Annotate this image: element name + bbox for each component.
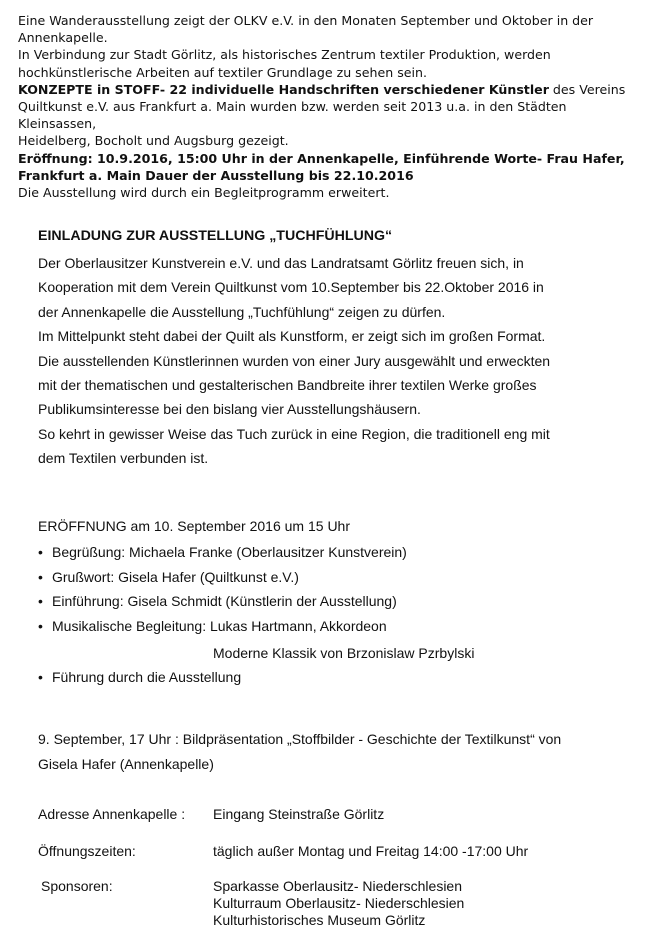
bullet-icon: • (38, 593, 43, 609)
presentation-line: Gisela Hafer (Annenkapelle) (38, 755, 214, 772)
invitation-line: mit der thematischen und gestalterischen Bandbreite ihrer textilen Werke großes (38, 377, 537, 394)
address-label: Adresse Annenkapelle : (38, 806, 186, 822)
intro-line: Die Ausstellung wird durch ein Begleitprogramm erweitert. (18, 185, 390, 201)
bullet-icon: • (38, 669, 43, 685)
list-item (38, 665, 638, 690)
sponsor-name: Kulturhistorisches Museum Görlitz (213, 911, 426, 928)
bullet-icon: • (38, 617, 43, 634)
list-item-text: Musikalische Begleitung: Lukas Hartmann, Akkordeon (52, 617, 387, 634)
bullet-icon: • (38, 568, 43, 585)
address-value: Eingang Steinstraße Görlitz (213, 806, 385, 822)
invitation-line: Im Mittelpunkt steht dabei der Quilt als Kunstform, er zeigt sich im großen Format. (38, 328, 546, 345)
opening-program-list (38, 540, 638, 690)
opening-heading: ERÖFFNUNG am 10. September 2016 um 15 Uhr (38, 518, 351, 534)
list-item-text: Führung durch die Ausstellung (52, 669, 242, 685)
invitation-body (38, 251, 643, 471)
opening-hours-value: täglich außer Montag und Freitag 14:00 -17:00 Uhr (213, 843, 529, 859)
invitation-line: Publikumsinteresse bei den bislang vier Ausstellungshäusern. (38, 401, 421, 418)
list-item (38, 589, 638, 614)
intro-section (18, 12, 643, 201)
opening-hours-label: Öffnungszeiten: (38, 843, 136, 859)
list-item (38, 565, 638, 590)
sponsor-name: Kulturraum Oberlausitz- Niederschlesien (213, 894, 465, 911)
intro-bold-text: Eröffnung: 10.9.2016, 15:00 Uhr in der Annenkapelle, Einführende Worte- Frau Hafer, (18, 150, 625, 166)
intro-line: Annenkapelle. (18, 30, 108, 46)
intro-line: In Verbindung zur Stadt Görlitz, als historisches Zentrum textiler Produktion, werden (18, 47, 551, 63)
invitation-line: Der Oberlausitzer Kunstverein e.V. und das Landratsamt Görlitz freuen sich, in (38, 255, 524, 271)
invitation-line: So kehrt in gewisser Weise das Tuch zurück in eine Region, die traditionell eng mit (38, 425, 550, 442)
sponsor-name: Sparkasse Oberlausitz- Niederschlesien (213, 878, 462, 894)
list-item (38, 614, 638, 639)
invitation-line: der Annenkapelle die Ausstellung „Tuchfühlung“ zeigen zu dürfen. (38, 303, 446, 320)
presentation-line: 9. September, 17 Uhr : Bildpräsentation „Stoffbilder - Geschichte der Textilkunst“ von (38, 731, 562, 747)
intro-line: Quiltkunst e.V. aus Frankfurt a. Main wurden bzw. werden seit 2013 u.a. in den Städten Kleinsassen, (18, 99, 567, 132)
list-item (38, 540, 638, 565)
presentation-notice (38, 727, 643, 776)
intro-bold-text: KONZEPTE in STOFF- 22 individuelle Handschriften verschiedener Künstler (18, 81, 549, 97)
bullet-icon: • (38, 544, 43, 560)
intro-line (18, 81, 643, 98)
list-item-continuation: Moderne Klassik von Brzonislaw Pzrbylski (213, 645, 475, 661)
sponsors-list (213, 878, 464, 928)
intro-line: hochkünstlerische Arbeiten auf textiler Grundlage zu sehen sein. (18, 64, 427, 80)
invitation-line: dem Textilen verbunden ist. (38, 450, 209, 467)
sponsors-label: Sponsoren: (41, 878, 113, 894)
list-item-text: Grußwort: Gisela Hafer (Quiltkunst e.V.) (52, 568, 299, 585)
list-item-text: Begrüßung: Michaela Franke (Oberlausitzer Kunstverein) (52, 544, 407, 560)
intro-line: Eine Wanderausstellung zeigt der OLKV e.V. in den Monaten September und Oktober in der (18, 13, 594, 28)
invitation-heading: EINLADUNG ZUR AUSSTELLUNG „TUCHFÜHLUNG“ (38, 228, 393, 244)
intro-line: Heidelberg, Bocholt und Augsburg gezeigt. (18, 133, 289, 149)
intro-line (18, 167, 643, 184)
invitation-line: Die ausstellenden Künstlerinnen wurden von einer Jury ausgewählt und erweckten (38, 352, 551, 369)
list-item-text: Einführung: Gisela Schmidt (Künstlerin der Ausstellung) (52, 593, 397, 609)
intro-bold-text: Frankfurt a. Main Dauer der Ausstellung bis 22.10.2016 (18, 167, 414, 183)
intro-line (18, 150, 643, 167)
invitation-line: Kooperation mit dem Verein Quiltkunst vom 10.September bis 22.Oktober 2016 in (38, 279, 544, 296)
intro-text: des Vereins (548, 81, 626, 97)
